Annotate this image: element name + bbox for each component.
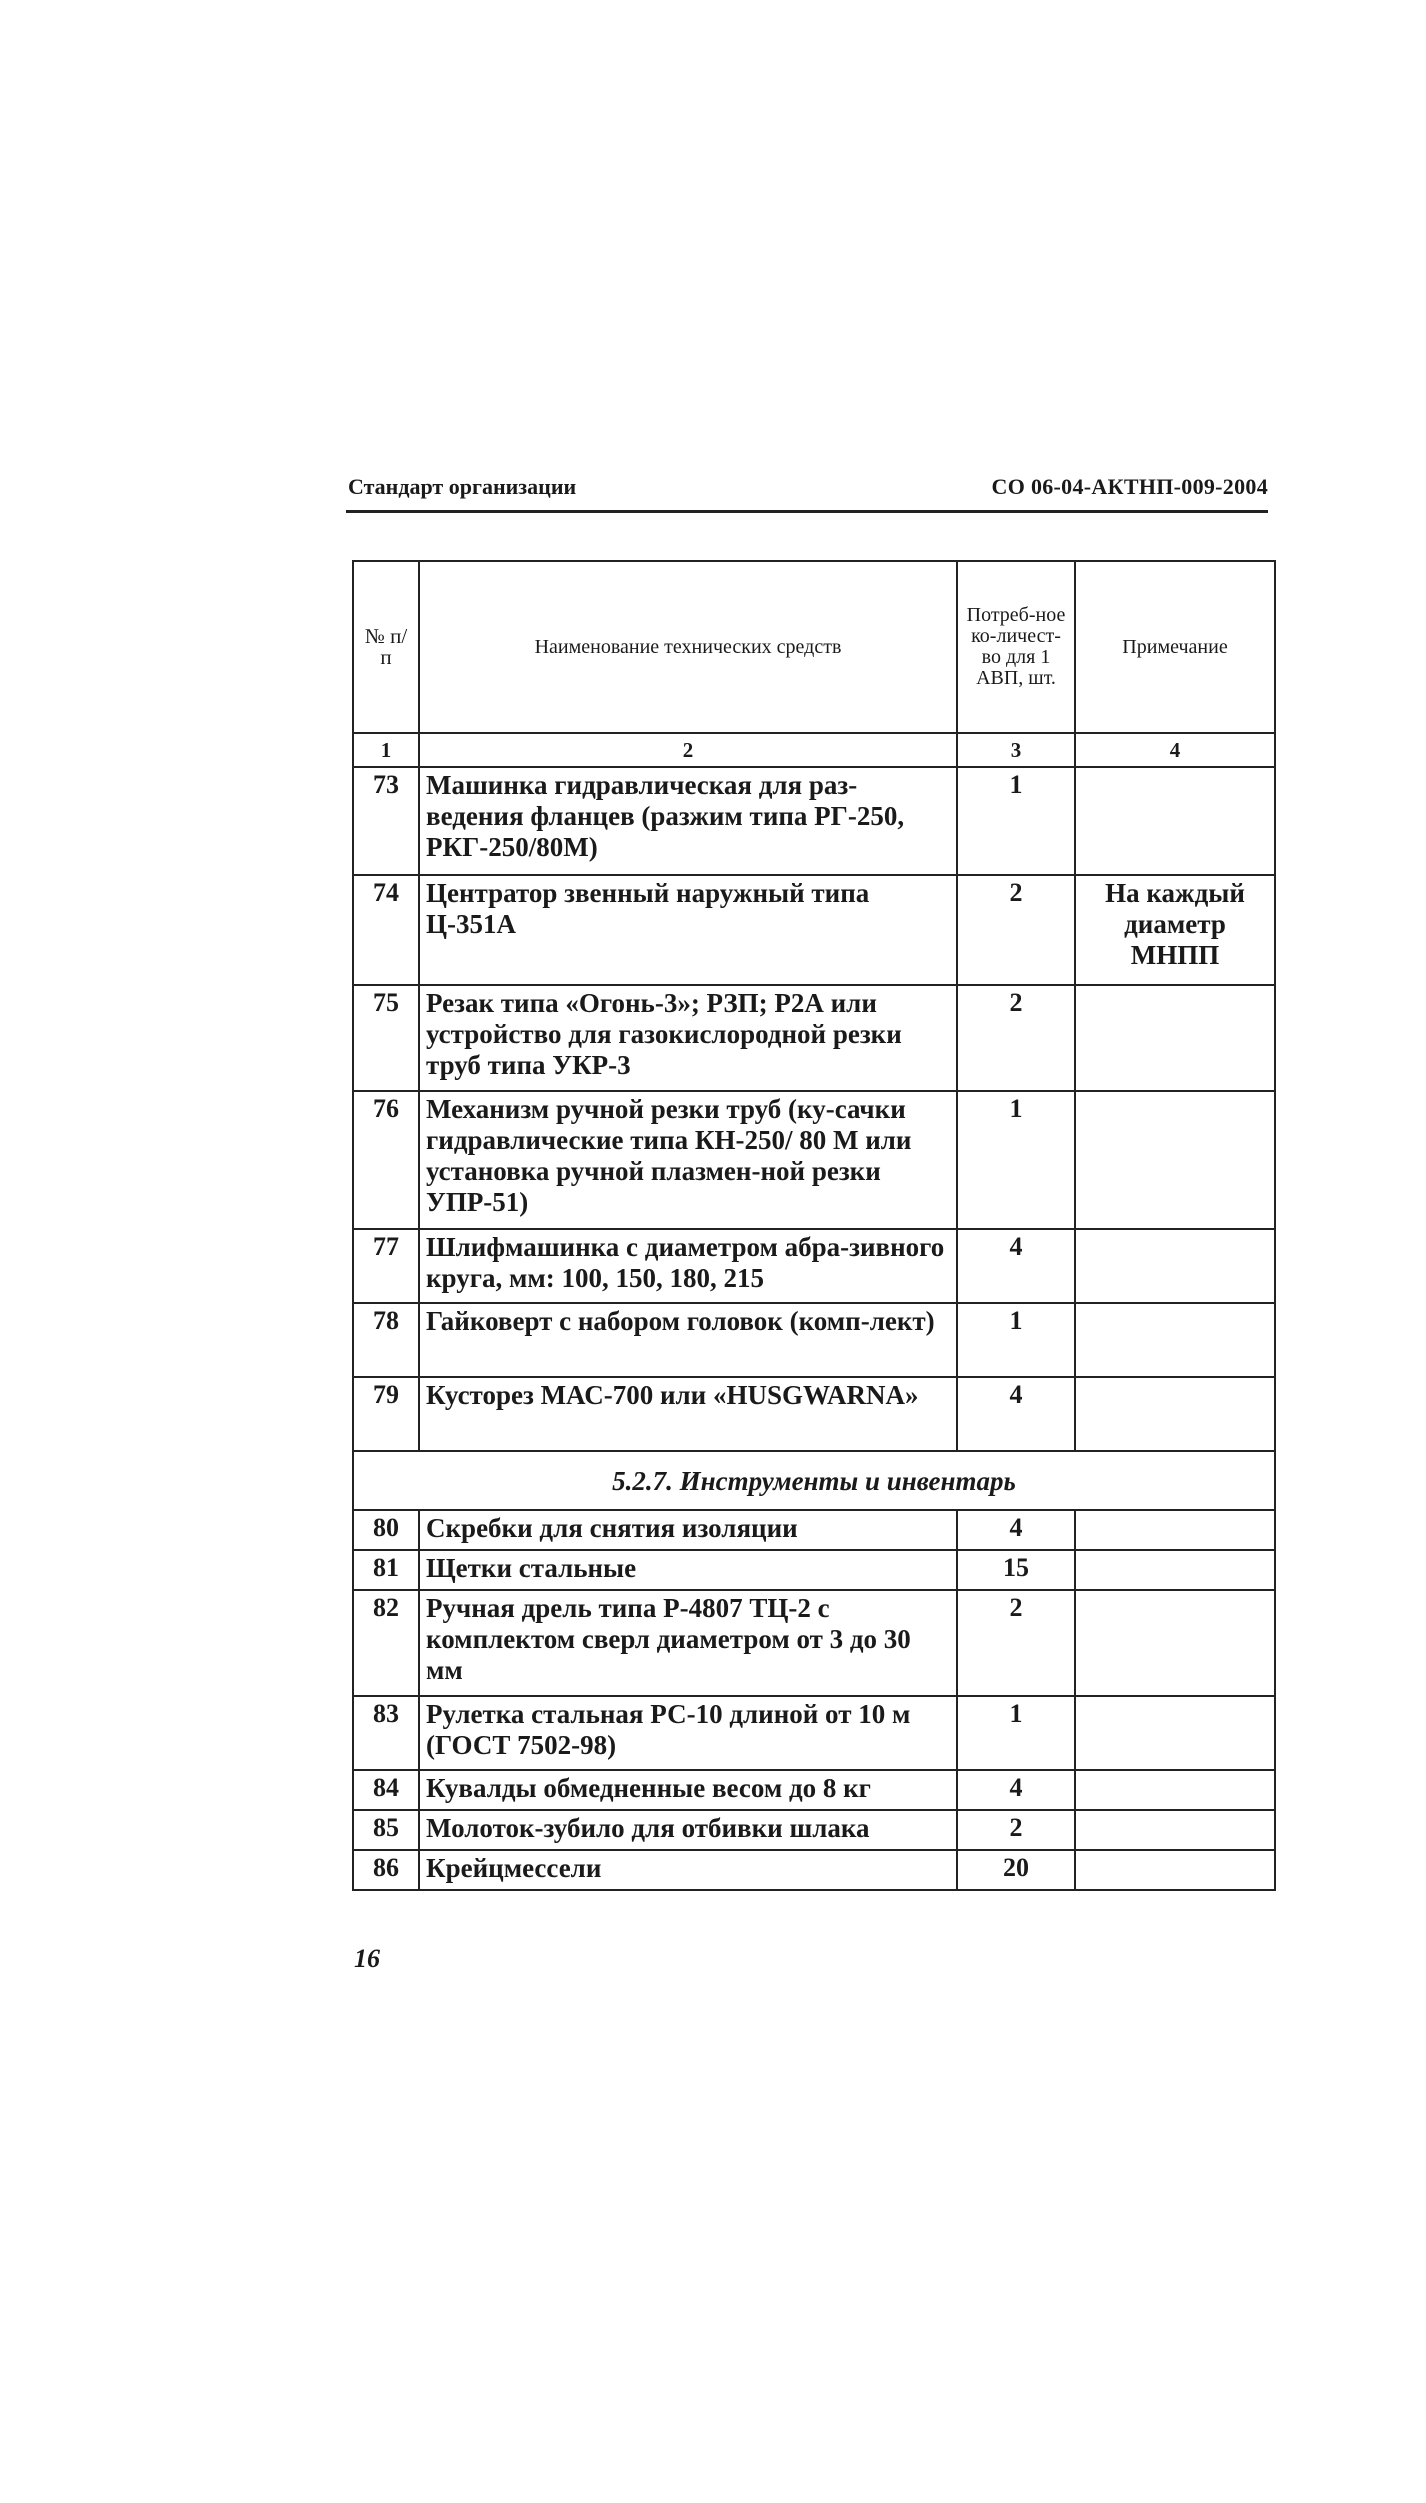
row-note <box>1075 985 1275 1091</box>
page-header <box>346 474 1268 513</box>
row-qty: 1 <box>957 1696 1075 1770</box>
table-row <box>353 1850 1275 1890</box>
row-number: 78 <box>353 1303 419 1377</box>
row-number: 75 <box>353 985 419 1091</box>
row-name: Кусторез МАС-700 или «HUSGWARNA» <box>419 1377 957 1451</box>
row-number: 77 <box>353 1229 419 1303</box>
table-row <box>353 1510 1275 1550</box>
row-name: Резак типа «Огонь-3»; РЗП; Р2А или устройство для газокислородной резки труб типа УКР-3 <box>419 985 957 1091</box>
row-qty: 4 <box>957 1510 1075 1550</box>
page-number: 16 <box>354 1944 380 1973</box>
header-qty: Потреб-ное ко-личест-во для 1 АВП, шт. <box>957 561 1075 733</box>
row-number: 79 <box>353 1377 419 1451</box>
header-name: Наименование технических средств <box>419 561 957 733</box>
row-qty: 2 <box>957 875 1075 985</box>
table-row <box>353 1810 1275 1850</box>
col-number: 3 <box>957 733 1075 767</box>
table-row <box>353 875 1275 985</box>
row-qty: 4 <box>957 1770 1075 1810</box>
row-name: Рулетка стальная РС-10 длиной от 10 м (ГОСТ 7502-98) <box>419 1696 957 1770</box>
row-note <box>1075 1810 1275 1850</box>
row-note <box>1075 1770 1275 1810</box>
row-number: 85 <box>353 1810 419 1850</box>
header-document-code: СО 06-04-АКТНП-009-2004 <box>991 474 1268 499</box>
row-number: 73 <box>353 767 419 875</box>
row-name: Скребки для снятия изоляции <box>419 1510 957 1550</box>
row-number: 84 <box>353 1770 419 1810</box>
row-qty: 4 <box>957 1377 1075 1451</box>
equipment-table <box>352 560 1276 1891</box>
table-row <box>353 1770 1275 1810</box>
row-qty: 2 <box>957 1590 1075 1696</box>
table-row <box>353 1229 1275 1303</box>
table-header-row <box>353 561 1275 733</box>
row-name: Крейцмессели <box>419 1850 957 1890</box>
row-note <box>1075 1696 1275 1770</box>
row-note <box>1075 767 1275 875</box>
row-qty: 2 <box>957 1810 1075 1850</box>
row-qty: 1 <box>957 1303 1075 1377</box>
row-name: Щетки стальные <box>419 1550 957 1590</box>
row-name: Шлифмашинка с диаметром абра-зивного круга, мм: 100, 150, 180, 215 <box>419 1229 957 1303</box>
section-row <box>353 1451 1275 1510</box>
col-number: 4 <box>1075 733 1275 767</box>
row-note <box>1075 1850 1275 1890</box>
table-row <box>353 1696 1275 1770</box>
row-number: 76 <box>353 1091 419 1229</box>
row-name: Механизм ручной резки труб (ку-сачки гидравлические типа КН-250/ 80 М или установка ручной плазмен-ной резки УПР-51) <box>419 1091 957 1229</box>
row-qty: 15 <box>957 1550 1075 1590</box>
row-number: 83 <box>353 1696 419 1770</box>
row-name: Центратор звенный наружный типа Ц-351А <box>419 875 957 985</box>
row-note <box>1075 1229 1275 1303</box>
row-qty: 2 <box>957 985 1075 1091</box>
table-row <box>353 1091 1275 1229</box>
header-num: № п/п <box>353 561 419 733</box>
table-row <box>353 1303 1275 1377</box>
row-note <box>1075 1550 1275 1590</box>
row-qty: 1 <box>957 767 1075 875</box>
row-note <box>1075 1510 1275 1550</box>
table-row <box>353 1590 1275 1696</box>
column-number-row <box>353 733 1275 767</box>
row-number: 80 <box>353 1510 419 1550</box>
row-note <box>1075 1590 1275 1696</box>
row-qty: 1 <box>957 1091 1075 1229</box>
section-title: 5.2.7. Инструменты и инвентарь <box>353 1451 1275 1510</box>
row-note <box>1075 1303 1275 1377</box>
table-row <box>353 985 1275 1091</box>
row-number: 74 <box>353 875 419 985</box>
row-note <box>1075 1091 1275 1229</box>
row-name: Молоток-зубило для отбивки шлака <box>419 1810 957 1850</box>
row-note: На каждый диаметр МНПП <box>1075 875 1275 985</box>
row-name: Машинка гидравлическая для раз-ведения фланцев (разжим типа РГ-250, РКГ-250/80М) <box>419 767 957 875</box>
row-name: Кувалды обмедненные весом до 8 кг <box>419 1770 957 1810</box>
row-number: 81 <box>353 1550 419 1590</box>
row-number: 82 <box>353 1590 419 1696</box>
row-name: Гайковерт с набором головок (комп-лект) <box>419 1303 957 1377</box>
table-row <box>353 1550 1275 1590</box>
row-qty: 20 <box>957 1850 1075 1890</box>
row-qty: 4 <box>957 1229 1075 1303</box>
col-number: 1 <box>353 733 419 767</box>
row-name: Ручная дрель типа Р-4807 ТЦ-2 с комплектом сверл диаметром от 3 до 30 мм <box>419 1590 957 1696</box>
row-note <box>1075 1377 1275 1451</box>
table-row <box>353 1377 1275 1451</box>
table-row <box>353 767 1275 875</box>
header-note: Примечание <box>1075 561 1275 733</box>
col-number: 2 <box>419 733 957 767</box>
header-organization-standard: Стандарт организации <box>348 474 577 499</box>
row-number: 86 <box>353 1850 419 1890</box>
